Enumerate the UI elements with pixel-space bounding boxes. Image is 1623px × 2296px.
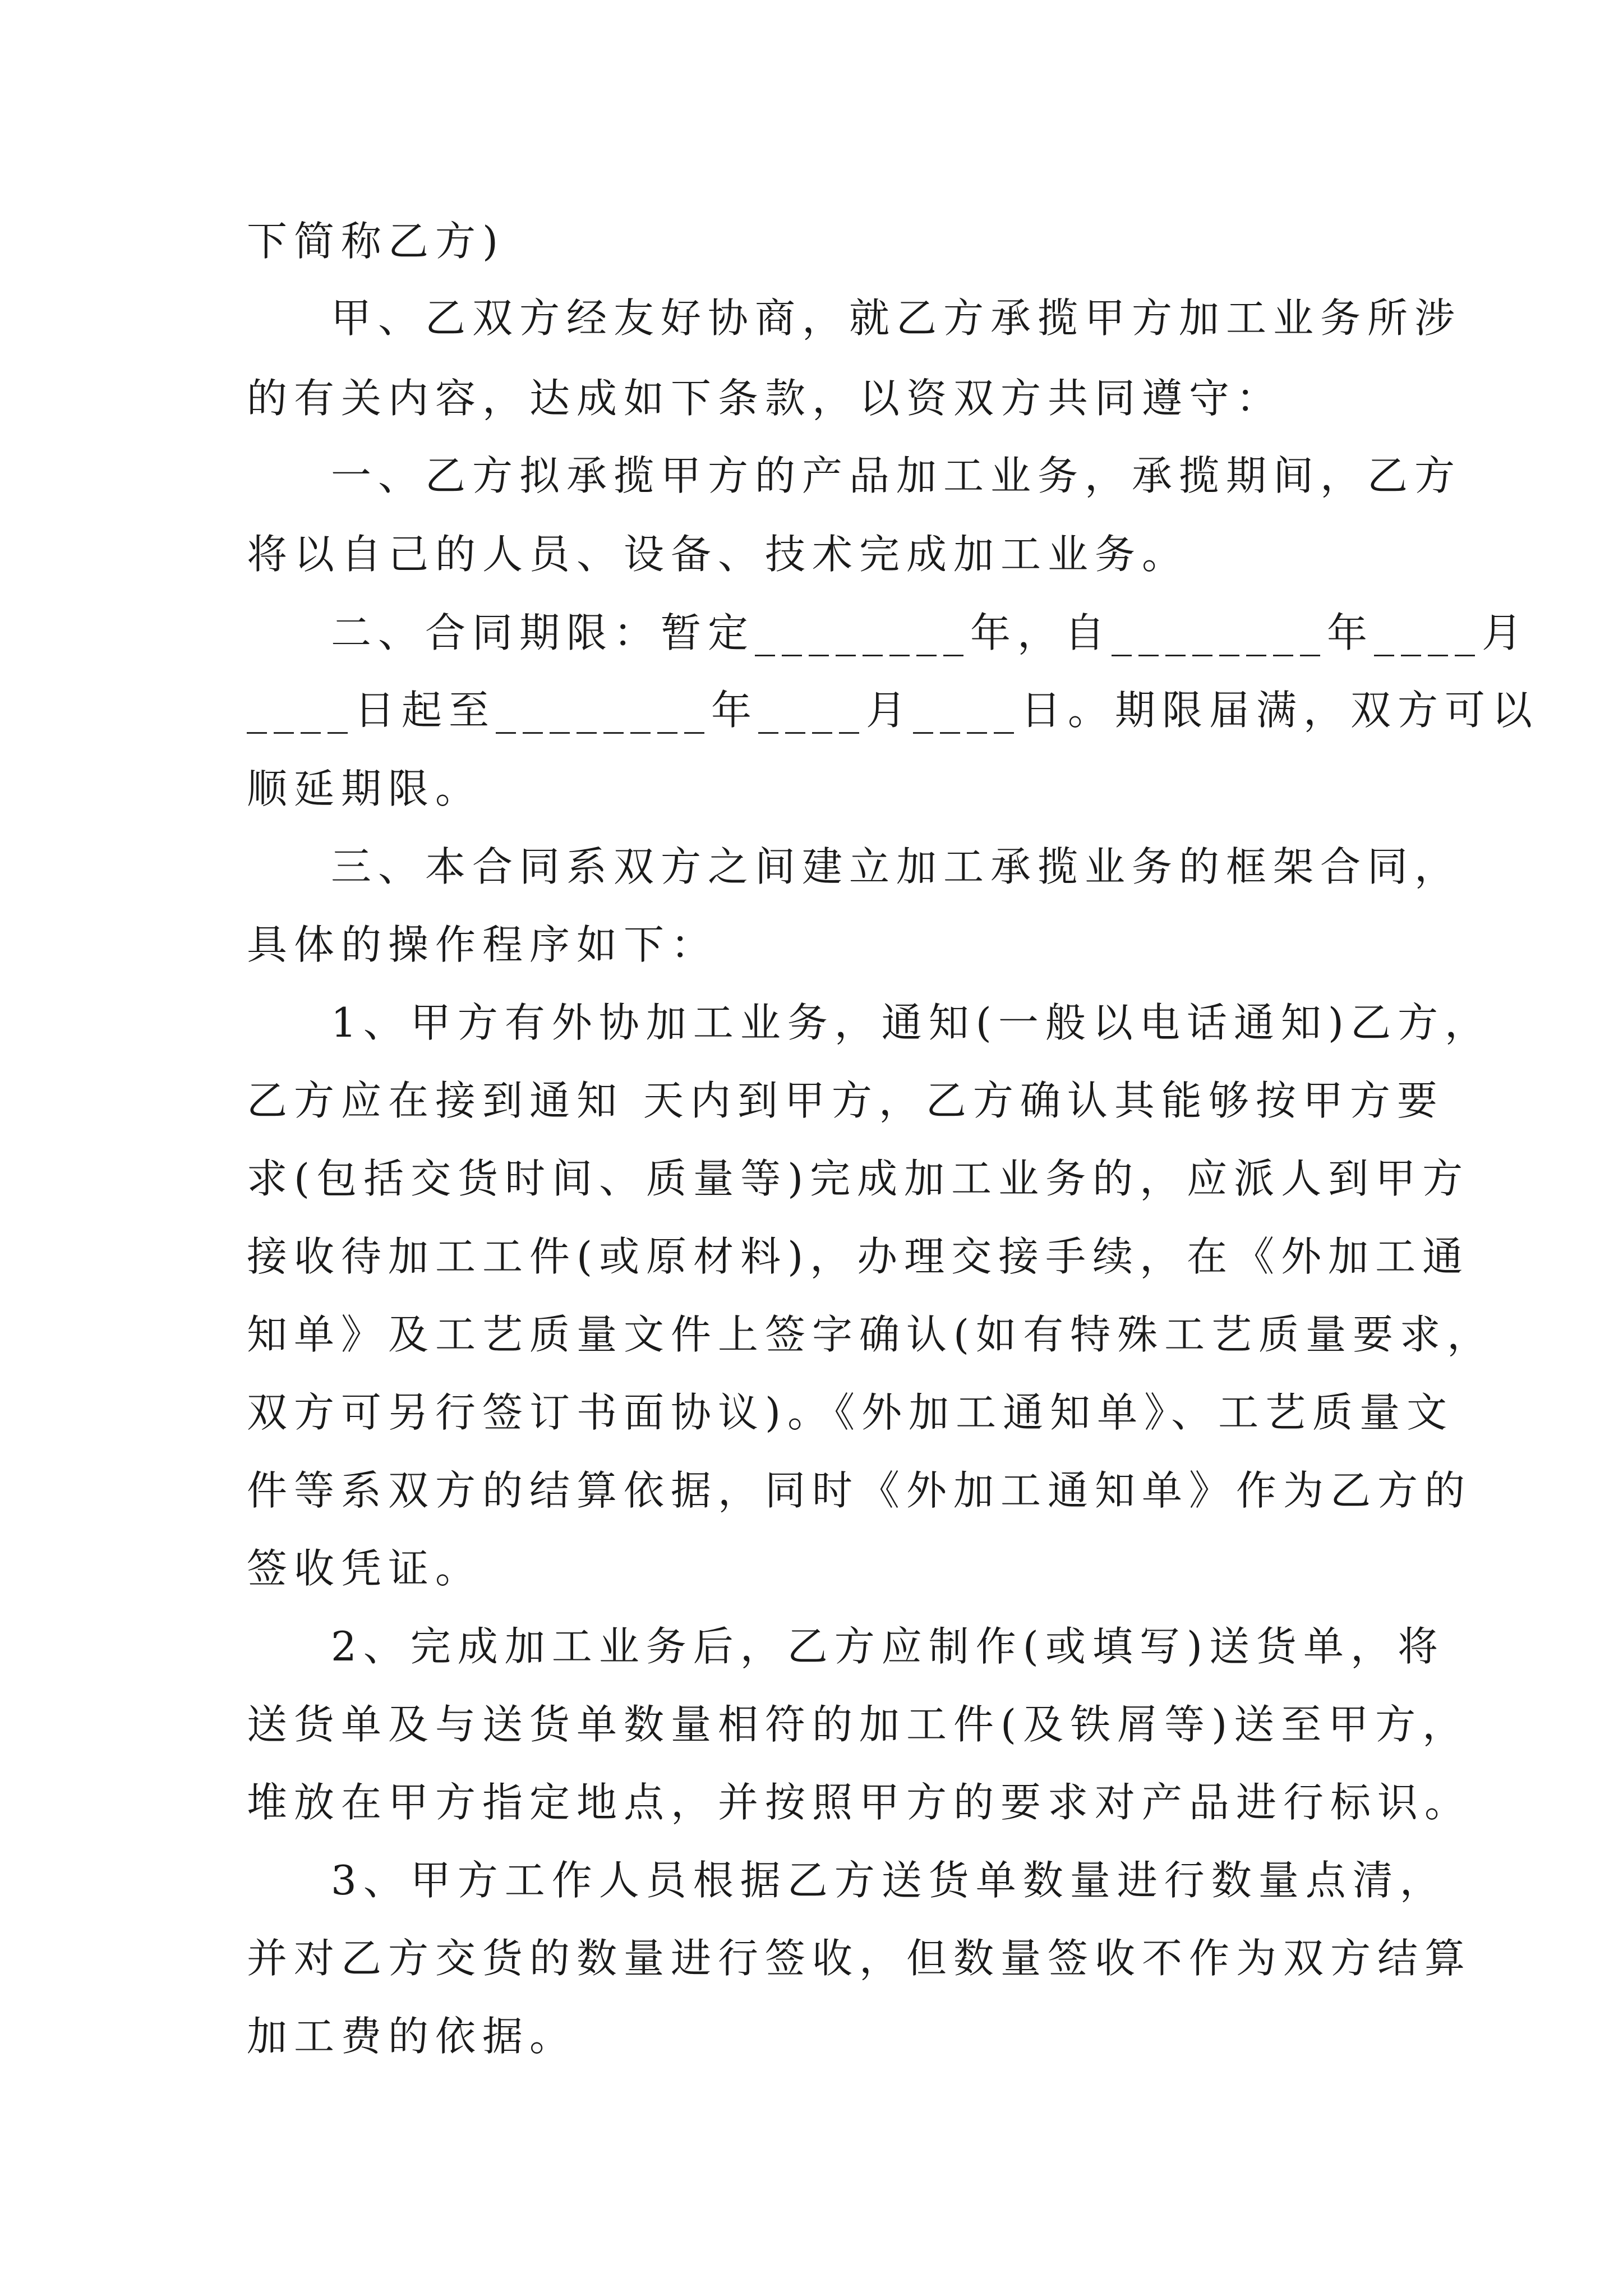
text-line: 乙方应在接到通知 天内到甲方，乙方确认其能够按甲方要 [247, 1077, 1444, 1124]
text-line: 堆放在甲方指定地点，并按照甲方的要求对产品进行标识。 [247, 1779, 1472, 1826]
text-line: 的有关内容，达成如下条款，以资双方共同遵守： [247, 375, 1284, 422]
text-line: 顺延期限。 [247, 765, 483, 812]
paragraph-line: 3、甲方工作人员根据乙方送货单数量进行数量点清， [331, 1857, 1447, 1904]
text-line: ____日起至________年____月____日。期限届满，双方可以 [247, 687, 1539, 734]
paragraph-line: 甲、乙双方经友好协商，就乙方承揽甲方加工业务所涉 [331, 295, 1462, 342]
text-line: 知单》及工艺质量文件上签字确认(如有特殊工艺质量要求， [247, 1311, 1495, 1358]
paragraph-line: 一、乙方拟承揽甲方的产品加工业务，承揽期间，乙方 [331, 452, 1462, 499]
text-line: 求(包括交货时间、质量等)完成加工业务的，应派人到甲方 [247, 1155, 1470, 1202]
paragraph-line: 1、甲方有外协加工业务，通知(一般以电话通知)乙方， [331, 999, 1492, 1046]
text-line: 具体的操作程序如下： [247, 921, 718, 968]
text-line: 将以自己的人员、设备、技术完成加工业务。 [247, 531, 1189, 578]
paragraph-line: 2、完成加工业务后，乙方应制作(或填写)送货单，将 [331, 1623, 1445, 1670]
paragraph-line: 二、合同期限：暂定________年，自________年____月 [331, 609, 1529, 656]
text-line: 接收待加工工件(或原材料)，办理交接手续，在《外加工通 [247, 1233, 1470, 1280]
text-line: 并对乙方交货的数量进行签收，但数量签收不作为双方结算 [247, 1935, 1472, 1982]
text-line: 双方可另行签订书面协议)。《外加工通知单》、工艺质量文 [247, 1389, 1454, 1436]
text-line: 送货单及与送货单数量相符的加工件(及铁屑等)送至甲方， [247, 1701, 1470, 1748]
text-line: 下简称乙方) [247, 218, 505, 265]
text-line: 签收凭证。 [247, 1545, 483, 1592]
paragraph-line: 三、本合同系双方之间建立加工承揽业务的框架合同， [331, 843, 1462, 890]
text-line: 加工费的依据。 [247, 2013, 577, 2060]
text-line: 件等系双方的结算依据，同时《外加工通知单》作为乙方的 [247, 1467, 1472, 1514]
